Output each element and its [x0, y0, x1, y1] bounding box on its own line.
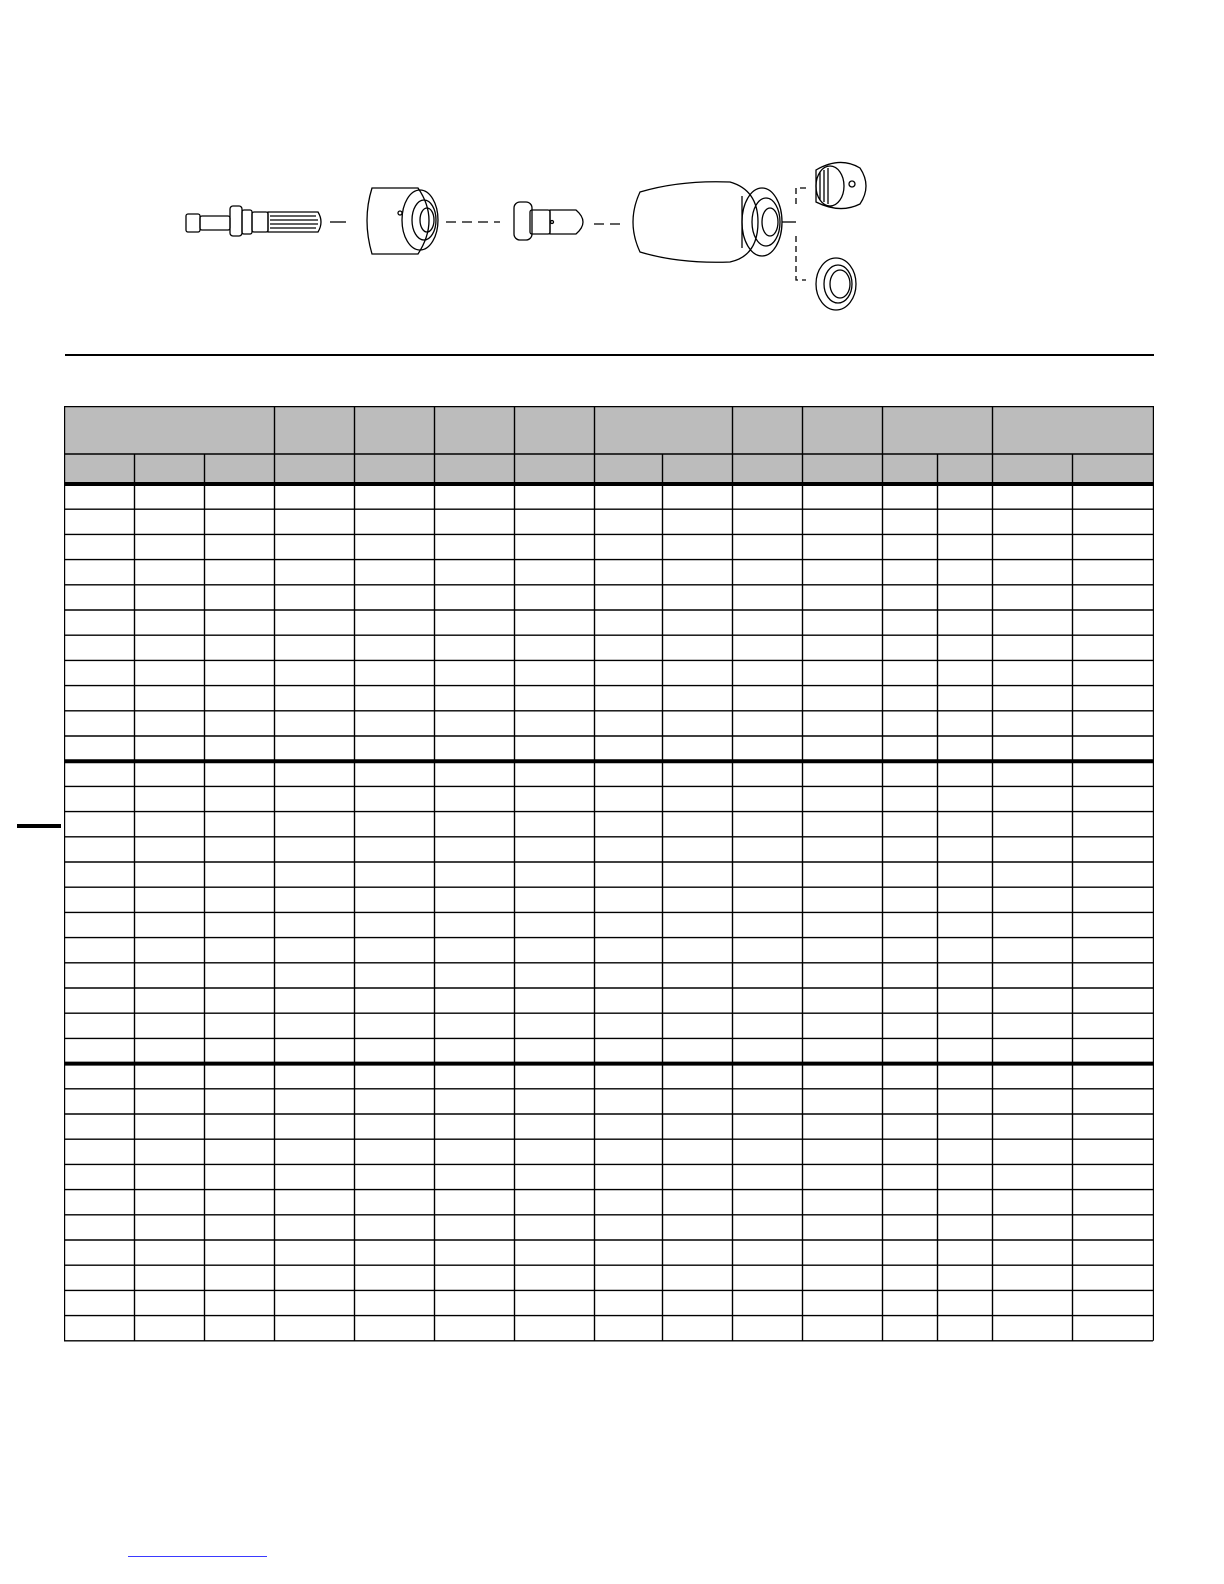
revision-bar	[17, 824, 61, 828]
header-background	[64, 406, 1153, 484]
nozzle-retaining-cap-part-icon	[633, 182, 782, 263]
cut-chart-grid	[64, 406, 1154, 1352]
exploded-consumables-illustration	[0, 0, 1224, 345]
swirl-ring-part-icon	[367, 188, 438, 254]
cut-chart-table	[64, 406, 1154, 1352]
shield-cap-part-icon	[816, 162, 866, 208]
swirl-ring-holder-part-icon	[186, 206, 321, 236]
electrode-part-icon	[514, 202, 583, 240]
footer-link-underline[interactable]	[128, 1556, 267, 1557]
section-divider	[65, 354, 1154, 356]
shield-ring-part-icon	[816, 258, 856, 310]
